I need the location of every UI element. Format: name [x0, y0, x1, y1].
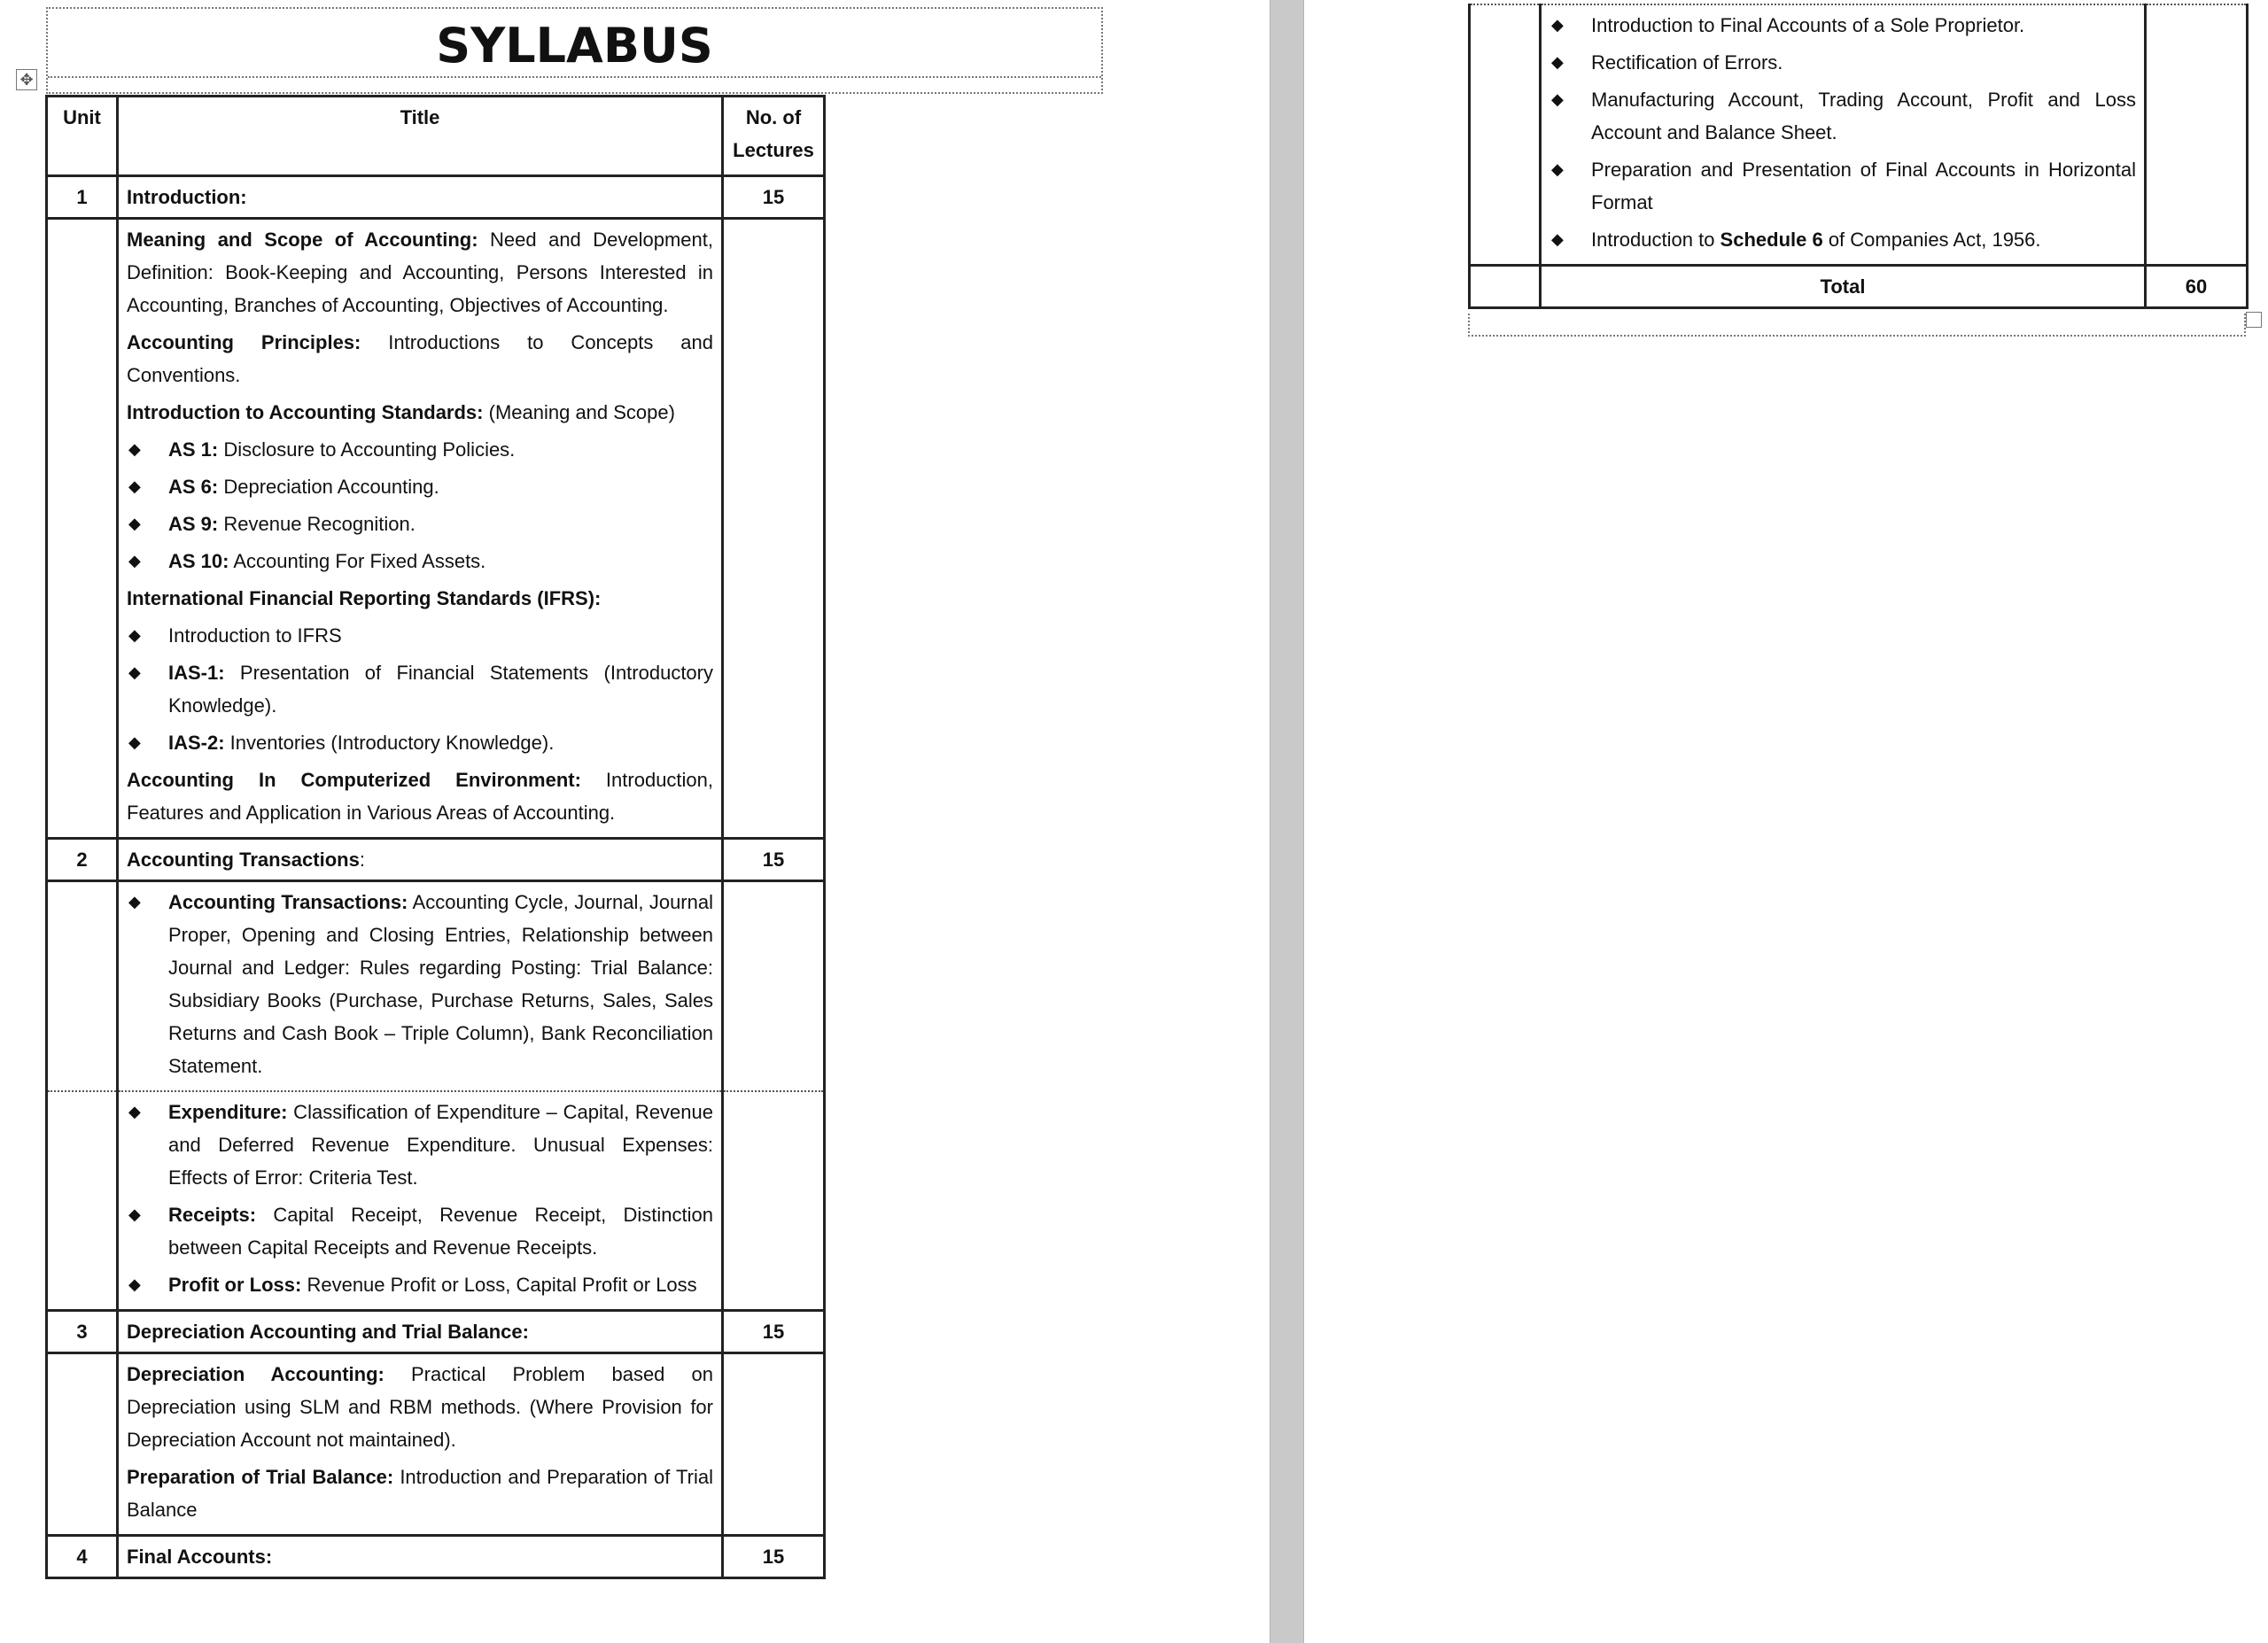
title-underline	[48, 76, 1101, 78]
unit-content-row	[1470, 4, 2248, 266]
header-unit: Unit	[47, 97, 118, 176]
list-item	[127, 1198, 713, 1264]
content-bold: Preparation of Trial Balance:	[127, 1466, 394, 1488]
bullet-icon: ◆	[128, 515, 141, 532]
unit-content	[118, 1353, 723, 1536]
item-text: Manufacturing Account, Trading Account, Profit and Loss Account and Balance Sheet.	[1591, 89, 2136, 143]
unit-heading-suffix: :	[359, 849, 365, 871]
unit-lectures: 15	[723, 839, 825, 881]
bullet-icon: ◆	[128, 733, 141, 751]
empty-cell	[47, 219, 118, 839]
unit-content	[1541, 4, 2146, 266]
content-paragraph	[127, 223, 713, 322]
unit-row	[47, 176, 825, 219]
content-bold: Meaning and Scope of Accounting:	[127, 229, 478, 251]
list-item	[1550, 153, 2136, 219]
item-text: Introduction to Final Accounts of a Sole Proprietor.	[1591, 14, 2025, 36]
unit-content	[118, 1091, 723, 1311]
empty-cell	[723, 219, 825, 839]
empty-cell	[723, 1353, 825, 1536]
bullet-icon: ◆	[1551, 53, 1564, 71]
total-value: 60	[2146, 266, 2248, 308]
table-end-marker	[1468, 314, 2246, 337]
item-text: Introduction to IFRS	[168, 624, 342, 647]
item-text: Accounting Cycle, Journal, Journal Proper, Opening and Closing Entries, Relationship between Journal and Ledger: Rules regarding Posting: Trial Balance: Subsidiary Books (Purchase, Purchase Returns, Sales, Sales Returns and Cash Book – Triple Column), Bank Reconciliation Statement.	[168, 891, 713, 1077]
page-title: SYLLABUS	[436, 18, 713, 74]
unit-lectures: 15	[723, 1311, 825, 1353]
item-text: Rectification of Errors.	[1591, 51, 1783, 74]
content-text: Introductions to Concepts and Conventions.	[127, 331, 713, 386]
table-header-row	[47, 97, 825, 176]
content-text: (Meaning and Scope)	[483, 401, 675, 423]
bullet-list	[127, 1096, 713, 1301]
unit-row	[47, 1536, 825, 1578]
item-bold: AS 9:	[168, 513, 219, 535]
item-text: Disclosure to Accounting Policies.	[218, 438, 516, 461]
item-text: of Companies Act, 1956.	[1822, 229, 2041, 251]
item-bold: AS 10:	[168, 550, 229, 572]
unit-number: 2	[47, 839, 118, 881]
table-resize-icon[interactable]	[2246, 312, 2262, 328]
unit-heading: Introduction:	[118, 176, 723, 219]
list-item	[127, 545, 713, 577]
page-gutter	[1270, 0, 1304, 1643]
bullet-icon: ◆	[1551, 230, 1564, 248]
item-bold: IAS-1:	[168, 662, 225, 684]
unit-content-row	[47, 219, 825, 839]
content-paragraph	[127, 763, 713, 829]
empty-cell	[1470, 266, 1541, 308]
unit-content-row	[47, 881, 825, 1092]
header-title: Title	[118, 97, 723, 176]
content-bold: Depreciation Accounting:	[127, 1363, 384, 1385]
bullet-icon: ◆	[128, 440, 141, 458]
item-bold: Expenditure:	[168, 1101, 288, 1123]
list-item	[127, 433, 713, 466]
empty-cell	[723, 881, 825, 1092]
header-lectures-line1: No. of	[745, 106, 802, 128]
unit-row	[47, 1311, 825, 1353]
content-text: Introduction, Features and Application in Various Areas of Accounting.	[127, 769, 714, 824]
content-bold: Accounting In Computerized Environment:	[127, 769, 581, 791]
bullet-list	[127, 886, 713, 1082]
bullet-icon: ◆	[1551, 16, 1564, 34]
item-text: Introduction to	[1591, 229, 1720, 251]
empty-cell	[723, 1091, 825, 1311]
bullet-list	[127, 433, 713, 577]
total-label: Total	[1541, 266, 2146, 308]
list-item	[127, 656, 713, 722]
syllabus-table-continued	[1468, 4, 2249, 309]
content-paragraph	[127, 396, 713, 429]
list-item	[127, 1096, 713, 1194]
item-text: Preparation and Presentation of Final Accounts in Horizontal Format	[1591, 159, 2136, 213]
empty-cell	[47, 1353, 118, 1536]
list-item	[1550, 83, 2136, 149]
table-move-icon[interactable]: ✥	[16, 69, 37, 90]
item-text: Depreciation Accounting.	[218, 476, 439, 498]
total-row	[1470, 266, 2248, 308]
bullet-icon: ◆	[128, 893, 141, 911]
bullet-icon: ◆	[128, 552, 141, 570]
list-item	[127, 726, 713, 759]
bullet-icon: ◆	[128, 477, 141, 495]
bullet-icon: ◆	[1551, 90, 1564, 108]
bullet-list	[1550, 9, 2136, 256]
bullet-icon: ◆	[128, 663, 141, 681]
content-paragraph	[127, 1358, 713, 1456]
item-text: Classification of Expenditure – Capital, Revenue and Deferred Revenue Expenditure. Unusual Expenses: Effects of Error: Criteria Test.	[168, 1101, 713, 1189]
item-text: Accounting For Fixed Assets.	[229, 550, 486, 572]
list-item	[1550, 9, 2136, 42]
bullet-icon: ◆	[128, 1275, 141, 1293]
list-item	[127, 1268, 713, 1301]
item-bold: Profit or Loss:	[168, 1274, 302, 1296]
list-item	[127, 508, 713, 540]
empty-cell	[47, 881, 118, 1092]
item-bold: Schedule 6	[1720, 229, 1823, 251]
content-bold: Accounting Principles:	[127, 331, 361, 353]
item-bold: Receipts:	[168, 1204, 257, 1226]
item-bold: IAS-2:	[168, 732, 225, 754]
bullet-icon: ◆	[1551, 160, 1564, 178]
empty-cell	[2146, 4, 2248, 266]
item-bold: AS 1:	[168, 438, 219, 461]
unit-heading-bold: Accounting Transactions	[127, 849, 360, 871]
list-item	[1550, 223, 2136, 256]
bullet-icon: ◆	[128, 1103, 141, 1120]
content-paragraph	[127, 1461, 713, 1526]
unit-number: 4	[47, 1536, 118, 1578]
content-text: Need and Development, Definition: Book-Keeping and Accounting, Persons Interested in Accounting, Branches of Accounting, Objectives of Accounting.	[127, 229, 713, 316]
header-lectures-line2: Lectures	[733, 139, 814, 161]
unit-number: 1	[47, 176, 118, 219]
list-item	[127, 619, 713, 652]
unit-lectures: 15	[723, 176, 825, 219]
bullet-icon: ◆	[128, 626, 141, 644]
item-text: Revenue Profit or Loss, Capital Profit or Loss	[301, 1274, 697, 1296]
list-item	[127, 470, 713, 503]
content-subheading: International Financial Reporting Standards (IFRS):	[127, 587, 602, 609]
content-text: Introduction and Preparation of Trial Balance	[127, 1466, 713, 1521]
list-item	[127, 886, 713, 1082]
item-text: Capital Receipt, Revenue Receipt, Distinction between Capital Receipts and Revenue Receipts.	[168, 1204, 713, 1259]
item-bold: AS 6:	[168, 476, 219, 498]
list-item	[1550, 46, 2136, 79]
bullet-icon: ◆	[128, 1205, 141, 1223]
content-bold: Introduction to Accounting Standards:	[127, 401, 484, 423]
title-box	[46, 7, 1103, 94]
item-bold: Accounting Transactions:	[168, 891, 408, 913]
item-text: Presentation of Financial Statements (Introductory Knowledge).	[168, 662, 713, 717]
syllabus-table	[45, 95, 826, 1579]
unit-heading	[118, 839, 723, 881]
header-lectures	[723, 97, 825, 176]
unit-heading: Depreciation Accounting and Trial Balance:	[118, 1311, 723, 1353]
unit-content	[118, 881, 723, 1092]
item-text: Inventories (Introductory Knowledge).	[224, 732, 555, 754]
empty-cell	[47, 1091, 118, 1311]
item-text: Revenue Recognition.	[218, 513, 416, 535]
unit-lectures: 15	[723, 1536, 825, 1578]
unit-content-row	[47, 1353, 825, 1536]
unit-row	[47, 839, 825, 881]
unit-number: 3	[47, 1311, 118, 1353]
unit-content	[118, 219, 723, 839]
empty-cell	[1470, 4, 1541, 266]
bullet-list	[127, 619, 713, 759]
content-text: Practical Problem based on Depreciation using SLM and RBM methods. (Where Provision for Depreciation Account not maintained).	[127, 1363, 714, 1451]
unit-content-row	[47, 1091, 825, 1311]
content-paragraph	[127, 326, 713, 391]
unit-heading: Final Accounts:	[118, 1536, 723, 1578]
